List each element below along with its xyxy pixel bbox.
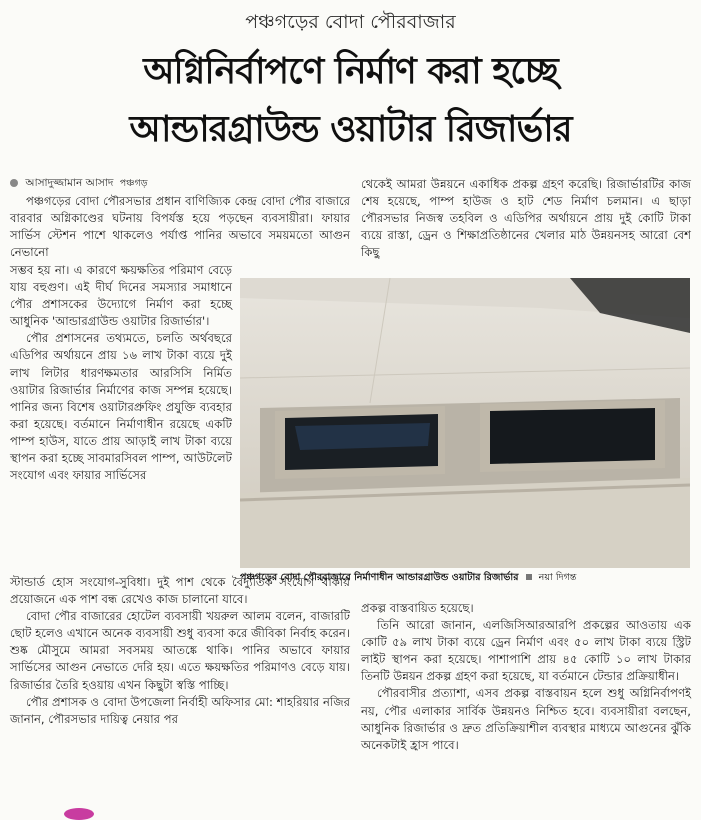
headline-line-1: অগ্নিনির্বাপণে নির্মাণ করা হচ্ছে <box>143 51 558 92</box>
paragraph-expectation: পৌরবাসীর প্রত্যাশা, এসব প্রকল্প বাস্তবায়ন হলে শুধু অগ্নিনির্বাপণই নয়, পৌর এলাকার সার্বিক উন্নয়নও নিশ্চিত হবে। ব্যবসায়ীরা বলছেন, আধুনিক রিজার্ভার ও দ্রুত প্রতিক্রিয়াশীল ব্যবস্থার মাধ্যমে আগুনের ঝুঁকি অনেকটাই হ্রাস পাবে। <box>361 686 691 752</box>
paragraph-trader-quote: বোদা পৌর বাজারের হোটেল ব্যবসায়ী খয়রুল আলম বলেন, বাজারটি ছোট হলেও এখানে অনেক ব্যবসায়ী শুধু ব্যবসা করে জীবিকা নির্বাহ করেন। শুষ্ক মৌসুমে আমরা সবসময় আতঙ্কে থাকি। পানির অভাবে ফায়ার সার্ভিসের আগুন নেভাতে দেরি হয়। এতে ক্ষয়ক্ষতির পরিমাণও বেড়ে যায়। রিজার্ভার তৈরি হওয়ায় এখন কিছুটা স্বস্তি পাচ্ছি। <box>10 609 350 692</box>
headline-line-2: আন্ডারগ্রাউন্ড ওয়াটার রিজার্ভার <box>129 109 572 150</box>
caption-text: পঞ্চগড়ের বোদা পৌরবাজারে নির্মাণাধীন আন্ডারগ্রাউন্ড ওয়াটার রিজার্ভার <box>240 572 519 583</box>
photo-caption <box>240 571 692 586</box>
left-column-bottom <box>10 574 350 728</box>
paragraph-projects: থেকেই আমরা উন্নয়নে একাধিক প্রকল্প গ্রহণ করেছি। রিজার্ভারটির কাজ শেষ হয়েছে, পাম্প হাউজ ও হাট শেড নির্মাণ চলমান। এ ছাড়া পৌরসভার নিজস্ব তহবিল ও এডিপির অর্থায়নে প্রায় দুই কোটি টাকা ব্যয়ে রাস্তা, ড্রেন ও শিক্ষাপ্রতিষ্ঠানের খেলার মাঠ উন্নয়নসহ আরো বেশ কিছু <box>361 177 691 260</box>
byline-place: পঞ্চগড় <box>119 178 148 189</box>
byline-author: আসাদুজ্জামান আসাদ <box>25 177 114 189</box>
reservoir-photo-image <box>240 278 690 568</box>
paragraph-continuation: সম্ভব হয় না। এ কারণে ক্ষয়ক্ষতির পরিমাণ বেড়ে যায় বহুগুণ। এই দীর্ঘ দিনের সমস্যার সমাধানে পৌর প্রশাসকের উদ্যোগে নির্মাণ করা হচ্ছে আধুনিক 'আন্ডারগ্রাউন্ড ওয়াটার রিজার্ভার'। <box>10 263 232 329</box>
photo <box>240 278 690 568</box>
bottom-edge-mark <box>64 808 94 820</box>
paragraph-implemented: প্রকল্প বাস্তবায়িত হয়েছে। <box>361 601 474 615</box>
paragraph-intro: পঞ্চগড়ের বোদা পৌরসভার প্রধান বাণিজ্যিক কেন্দ্র বোদা পৌর বাজারে বারবার অগ্নিকাণ্ডের ঘটনায় বিপর্যস্ত হয়ে পড়ছেন ব্যবসায়ীরা। ফায়ার সার্ভিস স্টেশন পাশে থাকলেও পর্যাপ্ত পানির অভাবে সময়মতো আগুন নেভানো <box>10 194 350 260</box>
byline-bullet-icon <box>10 179 18 187</box>
right-column-bottom <box>361 600 691 754</box>
paragraph-info: পৌর প্রশাসনের তথ্যমতে, চলতি অর্থবছরে এডিপির অর্থায়নে প্রায় ১৬ লাখ টাকা ব্যয়ে দুই লাখ লিটার ধারণক্ষমতার আরসিসি নির্মিত ওয়াটার রিজার্ভার নির্মাণের কাজ সম্পন্ন হয়েছে। পানির জন্য বিশেষ ওয়াটারপ্রুফিং প্রযুক্তি ব্যবহার করা হয়েছে। বর্তমানে নির্মাণাধীন রয়েছে একটি পাম্প হাউস, যাতে প্রায় আড়াই লাখ টাকা ব্যয়ে স্থাপন করা হচ্ছে সাবমারসিবল পাম্প, আউটলেট সংযোগ এবং ফায়ার সার্ভিসের <box>10 331 232 483</box>
paragraph-administrator: পৌর প্রশাসক ও বোদা উপজেলা নির্বাহী অফিসার মো: শাহরিয়ার নজির জানান, পৌরসভার দায়িত্ব নেয়ার পর <box>10 694 350 726</box>
byline <box>10 176 148 193</box>
right-column-top <box>361 176 691 261</box>
caption-square-icon <box>526 574 532 580</box>
paragraph-lgcrrp: তিনি আরো জানান, এলজিসিআরআরপি প্রকল্পের আওতায় এক কোটি ৫৯ লাখ টাকা ব্যয়ে ড্রেন নির্মাণ এবং ৫০ লাখ টাকা ব্যয়ে স্ট্রিট লাইট স্থাপন করা হয়েছে। পাশাপাশি প্রায় ৪৫ কোটি ১০ লাখ টাকার তিনটি উন্নয়ন প্রকল্প গ্রহণ করা হয়েছে, যা বর্তমানে টেন্ডার প্রক্রিয়াধীন। <box>361 618 691 684</box>
left-column-top <box>10 193 350 261</box>
paragraph-hose: স্টান্ডার্ড হোস সংযোগ-সুবিধা। দুই পাশ থেকে বৈদ্যুতিক সংযোগ থাকায় প্রয়োজনে এক পাশ বন্ধ রেখেও কাজ চালানো যাবে। <box>10 575 350 607</box>
photo-credit: নয়া দিগন্ত <box>538 572 577 583</box>
kicker: পঞ্চগড়ের বোদা পৌরবাজার <box>245 11 456 33</box>
left-column-narrow <box>10 262 232 484</box>
